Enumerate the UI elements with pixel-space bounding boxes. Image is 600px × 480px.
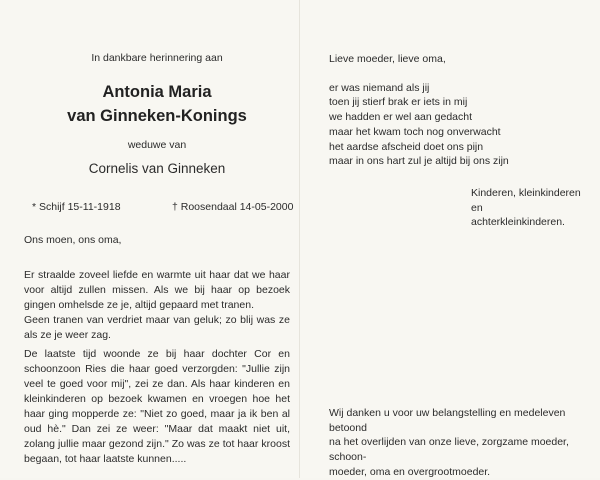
poem-line: toen jij stierf brak er iets in mij — [329, 96, 468, 109]
deceased-name-line1: Antonia Maria — [102, 83, 212, 101]
paragraph-1-text: Er straalde zoveel liefde en warmte uit haar dat we haar voor altijd zullen missen. Als we bij haar op bezoek gingen omhelsde ze je, altijd gepaard met tranen. — [24, 269, 290, 311]
birth-date: * Schijf 15-11-1918 — [32, 201, 121, 213]
poem-line: we hadden er wel aan gedacht — [329, 111, 473, 124]
thanks-line: na het overlijden van onze lieve, zorgzame moeder, schoon- — [329, 436, 569, 464]
poem-line: maar in ons hart zul je altijd bij ons zijn — [329, 155, 509, 168]
intro-text: In dankbare herinnering aan — [91, 52, 223, 64]
deceased-name-line2: van Ginneken-Konings — [67, 107, 247, 125]
card-fold-line — [299, 0, 300, 478]
poem-line: maar het kwam toch nog onverwacht — [329, 125, 501, 138]
poem — [329, 52, 579, 169]
death-date: † Roosendaal 14-05-2000 — [172, 201, 294, 213]
paragraph-2-text: De laatste tijd woonde ze bij haar dochter Cor en schoonzoon Ries die haar goed verzorgden: "Jullie zijn veel te goed voor mij", zei ze dan. Als haar kinderen en kleinkinderen op bezoek kwamen en vroegen hoe het haar ging mopperde ze: "Niet zo goed, maar ja ik ben al oud hè." Dan zei ze weer: "Maar dat maakt niet uit, zolang jullie maar gezond zijn." Zo was ze tot haar kroost begaan, tot haar laatste kunnen..... — [24, 348, 290, 465]
signoff-line1: Kinderen, kleinkinderen en — [471, 187, 581, 214]
poem-line: het aardse afscheid doet ons pijn — [329, 140, 484, 153]
left-greeting-text: Ons moen, ons oma, — [24, 234, 122, 246]
paragraph-1 — [24, 268, 290, 343]
thanks-line: moeder, oma en overgrootmoeder. — [329, 465, 491, 478]
thanks-line: Wij danken u voor uw belangstelling en medeleven betoond — [329, 407, 566, 434]
signoff — [471, 186, 591, 230]
poem-greeting: Lieve moeder, lieve oma, — [329, 53, 446, 65]
signoff-line2: achterkleinkinderen. — [471, 216, 565, 229]
deceased-name — [24, 80, 290, 128]
widow-of-text: weduwe van — [127, 139, 187, 151]
left-greeting — [24, 233, 290, 248]
paragraph-2 — [24, 347, 290, 467]
husband-name: Cornelis van Ginneken — [88, 161, 226, 176]
paragraph-1b-text: Geen tranen van verdriet maar van geluk; zo blij was ze als ze je weer zag. — [24, 314, 290, 341]
thank-you-note — [329, 406, 591, 480]
poem-line: er was niemand als jij — [329, 81, 430, 94]
